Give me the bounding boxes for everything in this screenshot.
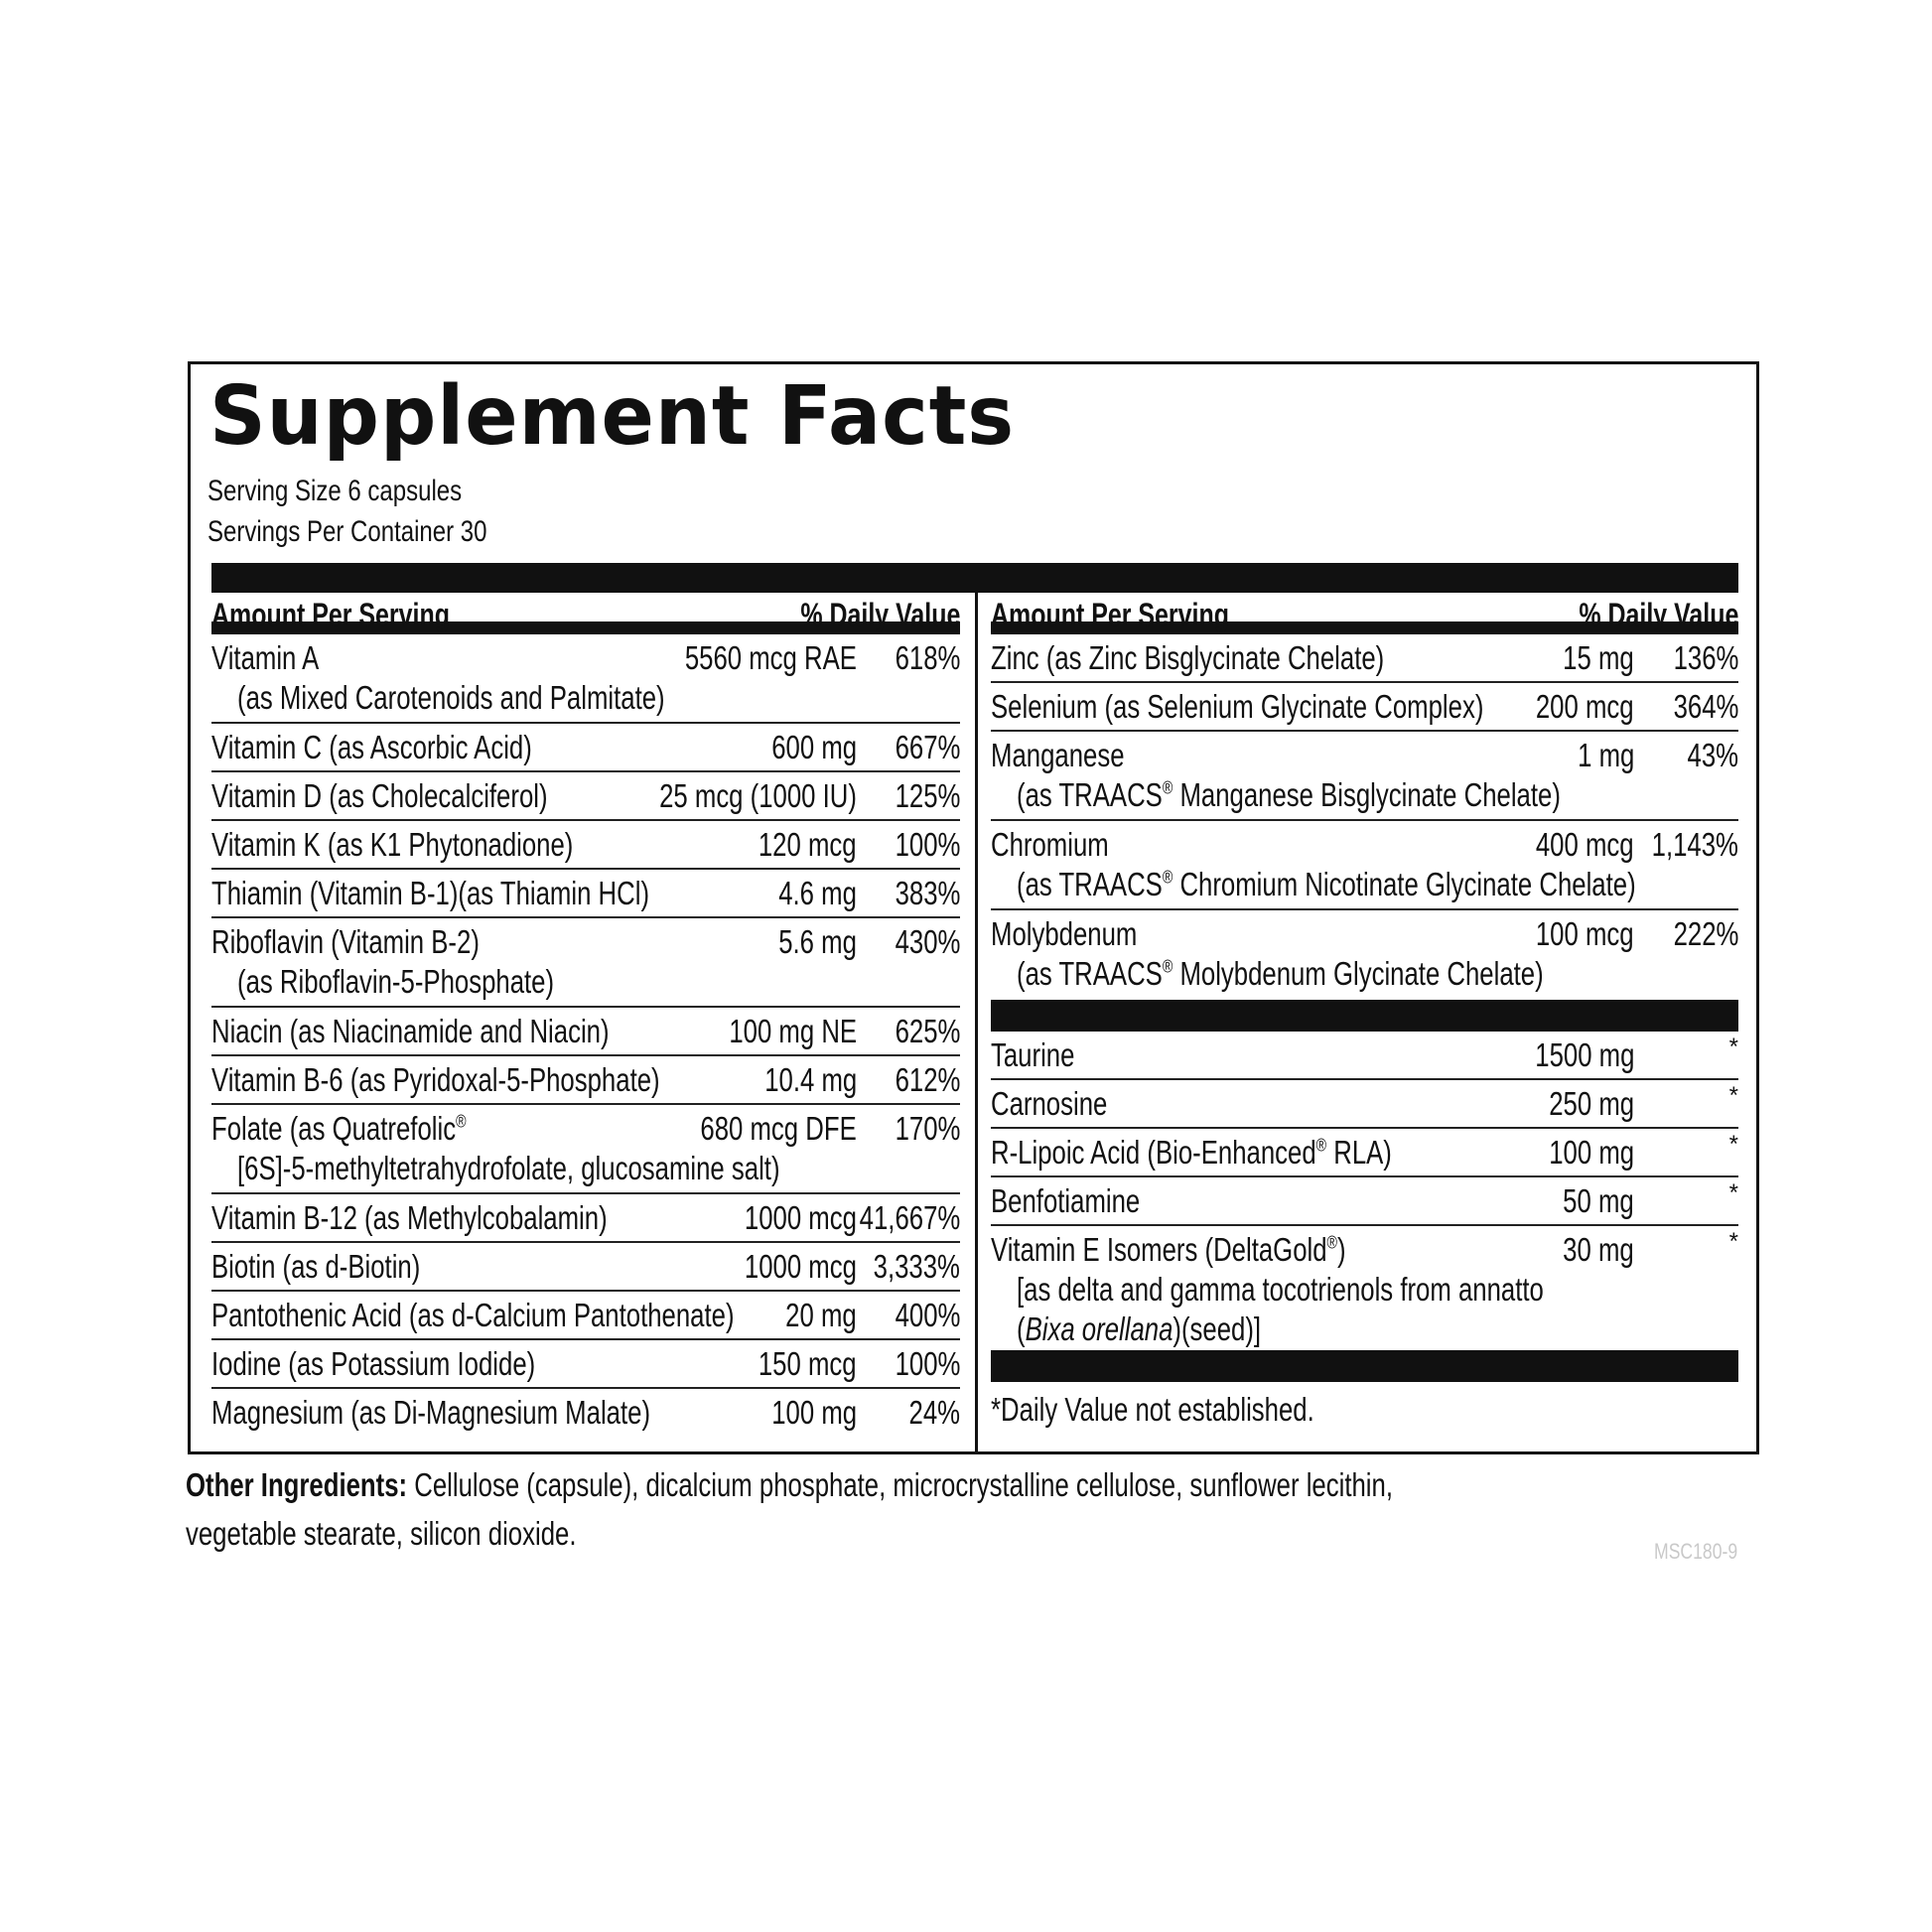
nutrient-name: Vitamin C (as Ascorbic Acid) <box>211 729 532 765</box>
nutrient-name: Benfotiamine <box>991 1182 1141 1219</box>
nutrient-name: Selenium (as Selenium Glycinate Complex) <box>991 688 1484 725</box>
panel-title: Supplement Facts <box>209 369 1016 464</box>
nutrient-amount: 680 mcg DFE <box>700 1110 857 1147</box>
nutrient-row <box>991 1226 1738 1350</box>
header-divider-bar <box>211 563 1738 593</box>
registered-mark: ® <box>1162 956 1173 977</box>
nutrient-amount: 50 mg <box>1563 1182 1634 1219</box>
nutrient-row <box>211 1105 960 1194</box>
nutrient-row <box>211 1243 960 1292</box>
nutrient-name: Zinc (as Zinc Bisglycinate Chelate) <box>991 639 1385 676</box>
nutrient-name: Carnosine <box>991 1085 1108 1122</box>
nutrient-name: Vitamin B-6 (as Pyridoxal-5-Phosphate) <box>211 1061 660 1098</box>
nutrient-amount: 1 mg <box>1577 737 1634 773</box>
nutrient-row <box>991 821 1738 910</box>
footnote-text: *Daily Value not established. <box>991 1391 1314 1428</box>
nutrient-row <box>991 683 1738 732</box>
other-ingredients-text: Cellulose (capsule), dicalcium phosphate, microcrystalline cellulose, sunflower lecithin, vegetable stearate, silicon dioxide. <box>186 1466 1393 1552</box>
daily-value-not-established-mark: * <box>1728 1228 1738 1255</box>
nutrient-row <box>991 634 1738 683</box>
right-column <box>991 595 1738 1432</box>
nutrient-amount: 25 mcg (1000 IU) <box>659 777 857 814</box>
nutrient-daily-value: 170% <box>895 1110 960 1147</box>
nutrient-name: Taurine <box>991 1036 1075 1073</box>
registered-mark: ® <box>1162 867 1173 888</box>
section-divider-bar <box>991 1000 1738 1032</box>
daily-value-label: % Daily Value <box>1579 597 1738 632</box>
nutrient-row <box>991 732 1738 821</box>
daily-value-label: % Daily Value <box>800 597 960 632</box>
nutrient-amount: 15 mg <box>1563 639 1634 676</box>
nutrient-daily-value: 430% <box>895 923 960 960</box>
serving-size: Serving Size 6 capsules <box>207 475 463 507</box>
nutrient-name: Vitamin K (as K1 Phytonadione) <box>211 826 574 863</box>
nutrient-amount: 10.4 mg <box>763 1061 857 1098</box>
nutrient-daily-value: 41,667% <box>859 1199 960 1236</box>
nutrient-name: Riboflavin (Vitamin B-2) <box>211 923 480 960</box>
nutrient-amount: 250 mg <box>1549 1085 1634 1122</box>
nutrient-source: (as TRAACS® Manganese Bisglycinate Chelate) <box>1017 776 1561 813</box>
nutrient-name: Chromium <box>991 826 1109 863</box>
amount-per-serving-label: Amount Per Serving <box>211 597 450 632</box>
nutrient-amount: 30 mg <box>1563 1231 1634 1268</box>
nutrient-name: R-Lipoic Acid (Bio-Enhanced® RLA) <box>991 1134 1392 1171</box>
registered-mark: ® <box>1315 1135 1327 1156</box>
nutrient-row <box>211 1292 960 1340</box>
servings-per-container: Servings Per Container 30 <box>207 515 487 548</box>
nutrient-name: Vitamin D (as Cholecalciferol) <box>211 777 548 814</box>
nutrient-name: Magnesium (as Di-Magnesium Malate) <box>211 1394 651 1431</box>
nutrient-amount: 200 mcg <box>1536 688 1634 725</box>
nutrient-row <box>211 1056 960 1105</box>
nutrient-name: Vitamin B-12 (as Methylcobalamin) <box>211 1199 608 1236</box>
nutrient-row <box>211 1194 960 1243</box>
column-divider <box>975 593 978 1451</box>
botanical-name: Bixa orellana <box>1025 1311 1173 1347</box>
nutrient-name: Vitamin A <box>211 639 320 676</box>
nutrient-amount: 5.6 mg <box>778 923 857 960</box>
nutrient-row <box>991 1129 1738 1177</box>
nutrient-amount: 1000 mcg <box>744 1248 857 1285</box>
nutrient-row <box>211 772 960 821</box>
nutrient-amount: 1500 mg <box>1534 1036 1634 1073</box>
nutrient-daily-value: 625% <box>895 1013 960 1049</box>
other-ingredients-label: Other Ingredients: <box>186 1466 408 1503</box>
nutrient-daily-value: 100% <box>895 1345 960 1382</box>
nutrient-daily-value: 1,143% <box>1651 826 1738 863</box>
nutrient-daily-value: 618% <box>895 639 960 676</box>
nutrient-amount: 120 mcg <box>759 826 857 863</box>
nutrient-daily-value: 667% <box>895 729 960 765</box>
nutrient-row <box>211 1008 960 1056</box>
daily-value-not-established-mark: * <box>1728 1034 1738 1060</box>
nutrient-amount: 5560 mcg RAE <box>684 639 857 676</box>
nutrient-source: (as TRAACS® Chromium Nicotinate Glycinate Chelate) <box>1017 866 1636 902</box>
nutrient-daily-value: 43% <box>1687 737 1738 773</box>
nutrient-source-line-2: (Bixa orellana)(seed)] <box>1017 1311 1262 1347</box>
nutrient-name: Thiamin (Vitamin B-1)(as Thiamin HCl) <box>211 875 650 911</box>
nutrient-source: [6S]-5-methyltetrahydrofolate, glucosamine salt) <box>237 1150 780 1186</box>
nutrient-name: Vitamin E Isomers (DeltaGold®) <box>991 1231 1346 1268</box>
daily-value-not-established-mark: * <box>1728 1179 1738 1206</box>
column-header-left <box>211 595 960 634</box>
nutrient-amount: 600 mg <box>771 729 857 765</box>
nutrient-daily-value: 364% <box>1673 688 1738 725</box>
column-header-right <box>991 595 1738 634</box>
left-column <box>211 595 960 1438</box>
nutrient-amount: 20 mg <box>785 1297 857 1333</box>
nutrient-amount: 100 mg NE <box>729 1013 857 1049</box>
nutrient-source: (as Riboflavin-5-Phosphate) <box>237 963 555 1000</box>
other-ingredients <box>186 1460 1455 1558</box>
section-divider-bar <box>991 1350 1738 1382</box>
nutrient-daily-value: 612% <box>895 1061 960 1098</box>
nutrient-name: Biotin (as d-Biotin) <box>211 1248 421 1285</box>
nutrient-daily-value: 3,333% <box>873 1248 960 1285</box>
registered-mark: ® <box>456 1111 467 1132</box>
nutrient-row <box>211 821 960 870</box>
nutrient-daily-value: 136% <box>1673 639 1738 676</box>
nutrient-row <box>211 1389 960 1438</box>
registered-mark: ® <box>1326 1232 1337 1253</box>
nutrient-row <box>211 870 960 918</box>
daily-value-not-established-mark: * <box>1728 1131 1738 1158</box>
nutrient-amount: 400 mcg <box>1536 826 1634 863</box>
amount-per-serving-label: Amount Per Serving <box>991 597 1229 632</box>
nutrient-daily-value: 222% <box>1673 915 1738 952</box>
nutrient-row <box>211 1340 960 1389</box>
nutrient-row <box>991 1080 1738 1129</box>
nutrient-daily-value: 24% <box>908 1394 960 1431</box>
nutrient-source: (as Mixed Carotenoids and Palmitate) <box>237 679 665 716</box>
nutrient-row <box>991 1032 1738 1080</box>
nutrient-source: (as TRAACS® Molybdenum Glycinate Chelate) <box>1017 955 1544 992</box>
nutrient-row <box>991 910 1738 1000</box>
nutrient-source: [as delta and gamma tocotrienols from annatto <box>1017 1271 1544 1308</box>
nutrient-row <box>211 724 960 772</box>
footnote <box>991 1382 1738 1432</box>
nutrient-daily-value: 400% <box>895 1297 960 1333</box>
registered-mark: ® <box>1162 777 1173 798</box>
nutrient-daily-value: 125% <box>895 777 960 814</box>
nutrient-name: Manganese <box>991 737 1125 773</box>
nutrient-amount: 4.6 mg <box>778 875 857 911</box>
nutrient-amount: 100 mg <box>1549 1134 1634 1171</box>
nutrient-amount: 100 mg <box>771 1394 857 1431</box>
product-code: MSC180-9 <box>1653 1539 1737 1564</box>
daily-value-not-established-mark: * <box>1728 1082 1738 1109</box>
nutrient-name: Niacin (as Niacinamide and Niacin) <box>211 1013 610 1049</box>
nutrient-daily-value: 100% <box>895 826 960 863</box>
nutrient-row <box>211 634 960 724</box>
supplement-facts-panel <box>188 361 1759 1454</box>
nutrient-name: Molybdenum <box>991 915 1138 952</box>
nutrient-daily-value: 383% <box>895 875 960 911</box>
nutrient-row <box>991 1177 1738 1226</box>
nutrient-name: Pantothenic Acid (as d-Calcium Pantothenate) <box>211 1297 735 1333</box>
nutrient-row <box>211 918 960 1008</box>
nutrient-amount: 150 mcg <box>759 1345 857 1382</box>
nutrient-amount: 100 mcg <box>1536 915 1634 952</box>
nutrient-amount: 1000 mcg <box>744 1199 857 1236</box>
nutrient-name: Iodine (as Potassium Iodide) <box>211 1345 536 1382</box>
nutrient-name: Folate (as Quatrefolic® <box>211 1110 467 1147</box>
